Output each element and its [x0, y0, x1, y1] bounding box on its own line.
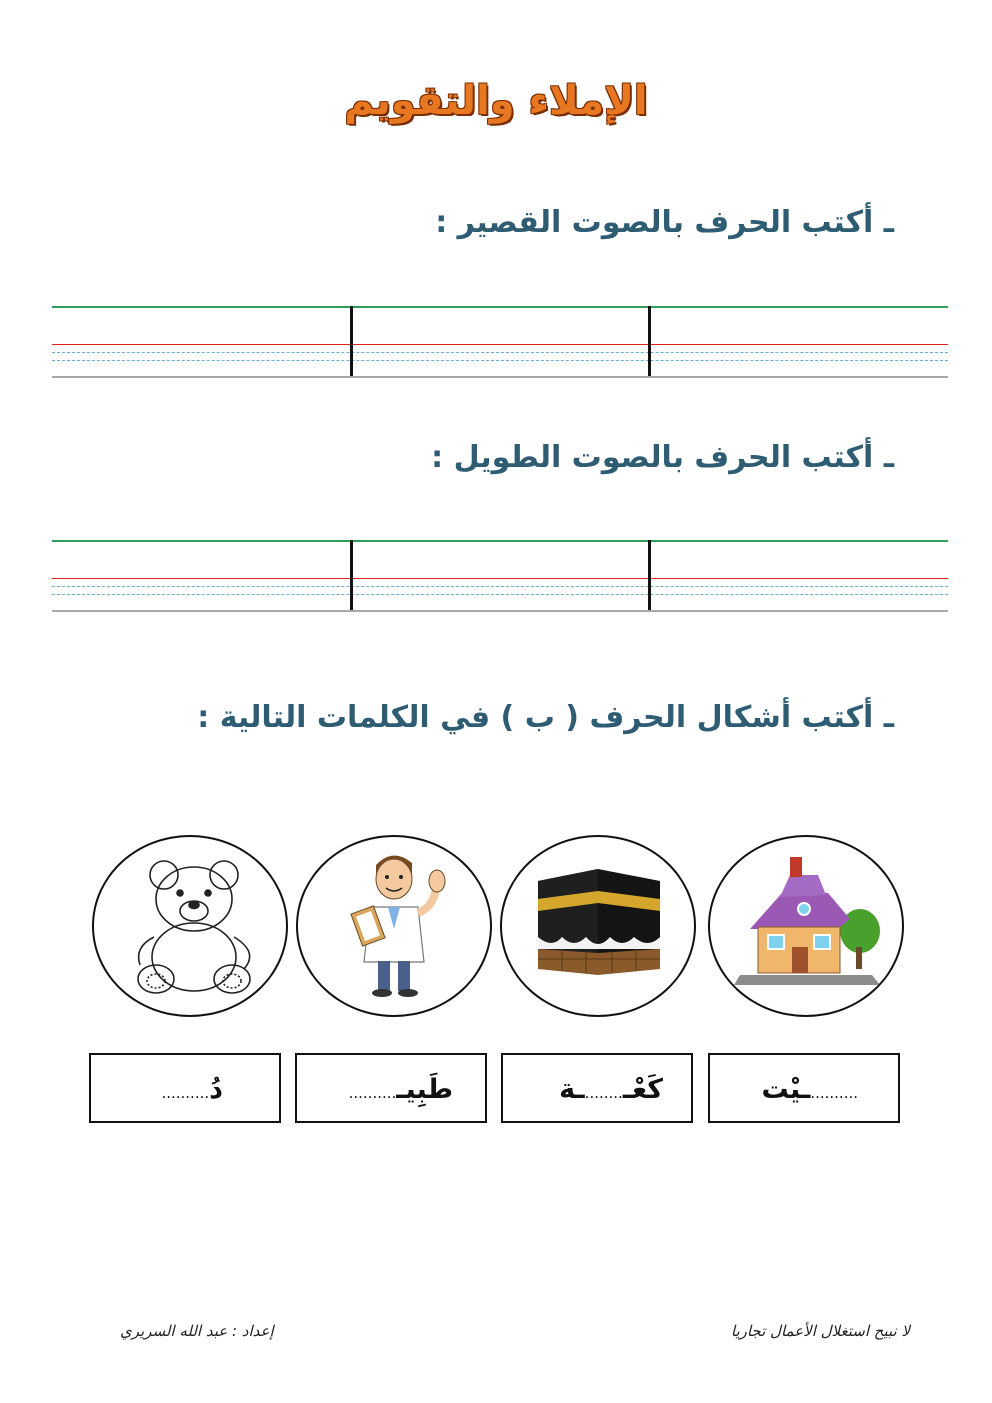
word-box-house[interactable]: [708, 1053, 900, 1123]
kaaba-icon: [502, 837, 694, 1015]
house-icon: [710, 837, 902, 1015]
base-guide-line: [52, 344, 948, 345]
bottom-guide-line: [52, 610, 948, 612]
column-divider: [350, 306, 353, 376]
word-start: دُ: [209, 1074, 223, 1105]
short-vowel-writing-lines[interactable]: [52, 306, 948, 378]
letter-forms-heading: ـ أكتب أشكال الحرف ( ب ) في الكلمات التالية :: [197, 700, 894, 735]
doctor-picture: [296, 835, 492, 1017]
commercial-use-notice: لا نبيح استغلال الأعمال تجاريا: [730, 1322, 910, 1340]
teddy-bear-icon: [94, 837, 286, 1015]
dashed-guide-line: [52, 586, 948, 587]
word-end: ـة: [559, 1074, 585, 1105]
short-vowel-heading: ـ أكتب الحرف بالصوت القصير :: [435, 205, 894, 240]
long-vowel-heading: ـ أكتب الحرف بالصوت الطويل :: [431, 440, 894, 475]
author-credit: إعداد : عبد الله السريري: [120, 1322, 274, 1340]
dashed-guide-line: [52, 594, 948, 595]
top-guide-line: [52, 306, 948, 308]
long-vowel-writing-lines[interactable]: [52, 540, 948, 612]
dashed-guide-line: [52, 352, 948, 353]
blank-dots[interactable]: ..........: [161, 1084, 210, 1102]
column-divider: [648, 540, 651, 610]
blank-dots[interactable]: ..........: [810, 1084, 858, 1102]
bottom-guide-line: [52, 376, 948, 378]
column-divider: [350, 540, 353, 610]
top-guide-line: [52, 540, 948, 542]
house-picture: [708, 835, 904, 1017]
base-guide-line: [52, 578, 948, 579]
blank-dots[interactable]: ........: [584, 1084, 623, 1102]
word-start: كَعْـ: [622, 1074, 663, 1105]
word-start: طَبِيـ: [396, 1074, 453, 1105]
kaaba-picture: [500, 835, 696, 1017]
teddy-bear-picture: [92, 835, 288, 1017]
column-divider: [648, 306, 651, 376]
word-box-kaaba[interactable]: [501, 1053, 693, 1123]
word-box-doctor[interactable]: [295, 1053, 487, 1123]
word-box-bear[interactable]: [89, 1053, 281, 1123]
doctor-icon: [298, 837, 490, 1015]
word-end: ـيْت: [761, 1074, 811, 1105]
page-title: الإملاء والتقويم: [344, 78, 648, 124]
dashed-guide-line: [52, 360, 948, 361]
blank-dots[interactable]: ..........: [348, 1084, 397, 1102]
